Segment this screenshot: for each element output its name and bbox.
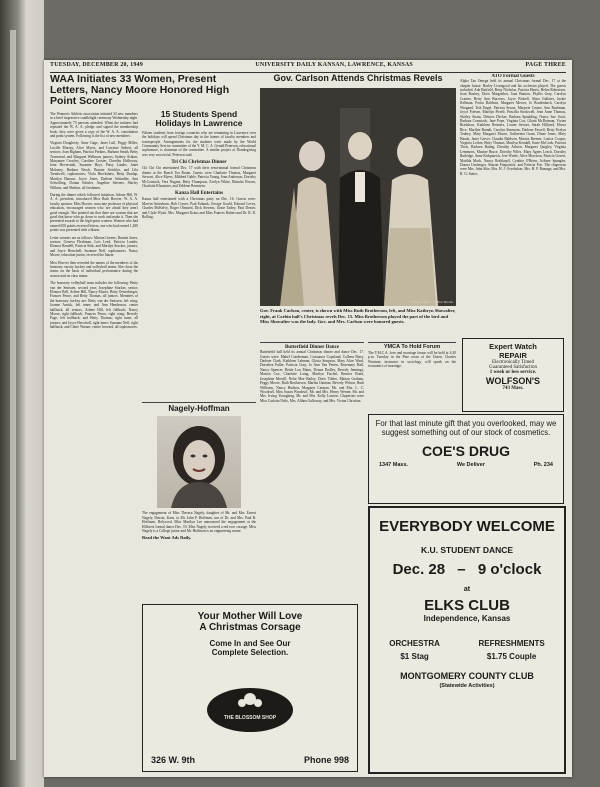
elks-statewide: (Statewide Activities) [439, 683, 495, 689]
scanner-edge-highlight [10, 30, 16, 760]
coes-phone: Ph. 234 [533, 462, 553, 468]
coes-drug-ad [368, 414, 564, 504]
blossom-logo-icon [205, 685, 295, 735]
kanza-subhead: Kanza Hall Entertains [174, 191, 224, 197]
wolfsons-line-4: Guaranteed Satisfaction [489, 365, 537, 370]
masthead [50, 62, 566, 73]
blossom-line-4: Complete Selection. [211, 648, 289, 657]
masthead-paper: UNIVERSITY DAILY KANSAN, LAWRENCE, KANSAS [255, 62, 413, 68]
ato-column [460, 74, 566, 336]
elks-venue: ELKS CLUB [424, 597, 510, 614]
elks-at: at [463, 586, 471, 593]
holidays-headline: 15 Students Spend Holidays In Lawrence [155, 110, 243, 128]
elks-title: EVERYBODY WELCOME [379, 518, 555, 535]
butterfield-headline: Butterfield Dinner Dance [284, 345, 340, 350]
waa-headline: WAA Initiates 33 Women, Present Letters, Nancy Moore Honored High Point Scorer [50, 74, 230, 107]
butterfield-body: Battenfeld hall held its annual Christmas dinner and dance Dec. 17. Guests were: Mabel Conderman, Constance Copeland, Colleen Biery, Darlene Clark, Kathleen Lehman, Gloria Simpson, Mary Alice Ward, Dorothea Fuller, Patricia Gray, Jo Ann Van Petten, Rosemary Hall, Nancy Spencer, Bettie Lou Mann, Donna Dodley, Beverly Jennings, Marion Cox, Charlotte Laing, Marilyn Fischel, Bernice Bond, Josephine Merrill, Nelia Mae Bailey, Doris Tilden, Marian Graham, Peggy Moore, Ruth Brotherson, Martha Oatman, Beverly Wilson, Ruth Williams, Nancy Hudson, Margaret Carman. Mr. and Mrs. L. C. Woodruff, Miss Susan Woodruff, Mr. and Mrs. Henry Werner, Mr. and Mrs. Irving Youngberg, Mr. and Mrs. Kelly Lawton. Chaperons were Miss Carlotta Nelis, Mrs. Althea Galloway, and Mrs. Vivian Christian. [260, 350, 364, 403]
coes-footer [369, 459, 563, 468]
holidays-column [142, 110, 256, 400]
coes-tagline: For that last minute gift that you overlooked, may we suggest something out of our stock of cosmetics. [375, 419, 557, 437]
waa-body-2: Virginia Dougherty, Anne Gage, Janet Lull, Peggy Miller, Lucille Murray, Alice Myers, and Lorraine Seibert, all seniors; Joan Bigham, Patricia Perkins, Barbara Smith, Betty Townsend, and Margaret Wellman, juniors; Sydney Ashton, Maryanne Crowley, Caroline Crosier, Dorothy Holloway, Jean Hoverstadt, Suzanne Hoyt, Patsy Landis, Janet Maloney, Barbara Nesch, Bonnie Strickler, and Lila Treadwell, sophomores; Viola Brockshaw, Betty Dunlap, Marilyn Hanson, Joyce Jones, Darlene Schindler, Ann Schwilling, Donna Schuler, Angeline Stevens, Shirley Wilkins, and Shelton, all freshmen. [50, 141, 138, 190]
governor-headline: Gov. Carlson Attends Christmas Revels [273, 74, 443, 83]
waa-headline-block [50, 74, 256, 108]
waa-body-3: During the dinner which followed initiation, Arlene Hill, W. A. A. president, introduced Miss Ruth Hoover, W. A. A. faculty sponsor. Miss Hoover, associate professor of physical education, encouraged women who 'are afraid they aren't good enough.' She pointed out that there are women that are good that know who go down to work and make it. Then she presented awards to the high-point women. Women who had earned 650 points received letters, one who had earned 1,200 points was presented with a blazer. [50, 192, 138, 233]
nagely-portrait [157, 416, 241, 508]
nagely-body: The engagement of Miss Theresa Nagely, daughter of Mr. and Mrs. Ernest Nagely, Detroit, Kans. to Mr. John P. Hoffman, son of Dr. and Mrs. Paul B. Hoffman, Holyrood. Miss Marilyn Lee announced the engagement at the Hillcrest formal dance Dec. 10. Miss Nagely received a red rose corsage. Miss Nagely is a College junior and Mr. Hoffman is an engineering senior. [142, 511, 256, 534]
nagely-headline: Nagely-Hoffman [168, 404, 230, 413]
ymca-block [368, 342, 456, 412]
elks-time: 9 o'clock [477, 561, 542, 578]
elks-orchestra: ORCHESTRA [389, 639, 440, 648]
waa-body-6: The honorary volleyball team includes the following: Betty van der Smissen, second year; Josephine Stucker, senior; Eleanor Bell, Arlene Hill, Nancy Moore, Betty Oesterberger, Frances Pence, and Betty Thomas, all juniors. Members of the honorary hockey are: Betty van der Smissen, left wing; Joanne Amick, left inner; and Ann Henderson, center halfback, all seniors. Arlene Hill, left fullback; Nancy Moore, right fullback; Frances Pence, right wing; Beverly Page, left halfback; and Betty Thomas, right inner, all juniors; and Joyce Herschell, right inner; Suzanne Neff, right halfback; and Claire Warner, center forward, all sophomores. [50, 281, 138, 330]
photo-credit: Kansan photo by Bob Biersh [412, 300, 453, 304]
want-ads-line: Read the Want Ads Daily. [142, 535, 192, 541]
wolfsons-line-1: Expert Watch [489, 342, 537, 351]
wolfsons-line-3: Electronically Timed [491, 360, 535, 365]
blossom-line-1: Your Mother Will Love [197, 611, 303, 622]
masthead-date: TUESDAY, DECEMBER 20, 1949 [50, 62, 143, 68]
elks-club-ad [368, 506, 566, 774]
masthead-page: PAGE THREE [525, 62, 566, 68]
kanza-body: Kanza hall entertained with a Christmas party on Dec. 16. Guests were: Marvin Artterburn, Bob Craver, Paul Eubank, George Gould, Edward Levey, Charles McKelvy, Roger Olmsted, Dick Stevens, Ozzie Tarley, Paul Dexter, and Clyde Wyatt. Mrs. Margaret Kraus and Miss Frances Rubert and Dr. R. D. Rolling. [142, 197, 256, 219]
nagely-block [142, 402, 256, 602]
elks-date: Dec. 28 [392, 561, 446, 578]
holidays-body: Fifteen students from foreign countries who are remaining in Lawrence over the holidays will spend Christmas day in the homes of faculty members and townspeople. Arrangements for the students were made by the World Community Service committee of the Y. M. C. A. Gerald Peterson, educational sophomore, is chairman of the committee. A similar project at Thanksgiving was very successful, Peterson said. [142, 130, 256, 157]
wolfsons-ad [462, 338, 564, 412]
waa-body-4: Letter winners are as follows: Marion Greene, Dunnie Jones, seniors; Geneva Fleshman, Lois Leed, Patricia Lander, Eleanor Rendell, Patricia Sink, and Marilyn Stucker, juniors; and Joyce Herschell, Suzanne Neff, sophomores. Nancy Moore, education junior, received the blazer. [50, 235, 138, 258]
coes-deliver: We Deliver [456, 462, 485, 468]
wolfsons-line-2: REPAIR [499, 351, 527, 360]
elks-club-name: MONTGOMERY COUNTY CLUB [400, 671, 534, 681]
wolfsons-address: 743 Mass. [502, 386, 524, 391]
newspaper-page [44, 60, 572, 777]
wolfsons-name: WOLFSON'S [485, 376, 541, 386]
blossom-logo [205, 685, 295, 735]
elks-date-time [370, 561, 564, 578]
waa-column-1 [50, 112, 138, 772]
blossom-logo-text: THE BLOSSOM SHOP [223, 715, 277, 721]
revels-photo-icon [260, 88, 456, 306]
wolfsons-line-5: 1 week or less service. [489, 370, 537, 375]
ato-body: Alpha Tau Omega held its annual Christmas formal Dec. 17 at the chapter house. Harley Livengood and his orchestra played. The guests included: Ada Hatfield, Betty Nicholas, Patricia Harris, Helen Robertson, Joan Bushey, Doris Margrether, Joan Bunton, Phyllis Gray, Carolyn Cramer, Betty Ann Burrows, Joyce Bickell, Alma Gulloter, Jackie Kellman. Portia Baldwin, Margaret Mercer, Jo Brodenbach, Carolyn Wiegand, Tish Engel, Patricia Sexon, Marjorie Crume, Ann Bushman, Joyce Friesen, Marilyn Pirrell, Priscilla Stockwell, Jean Anne Thomas, Shirley Strain, Delores Decker. Barbara Spaulding, Nancy Sue Scott, Barbara Comstock, Jane Pope, Virginia Cox, Gloria McDorman, Vivian Bradshaw, Kathleen Reimers, Louise Sewart, Sarah Hillyard, Elinor Rice, Marilyn Brandt, Carolyn Simmons, Darlene Fassell, Betty Evelyn Toubey, Mary Margaret Moore, Gulbreena Grant, Diane Jones, Mary Hands, Janet Carver. Claudia Baldwin, Marion Bremer, Louise Cooper, Virginia Lofton, Betty Thomas, Marilyn Kendall, Susie McCook, Patricia Theis, Barbara Baling, Dorothy Ashton, Margaret Quigley, Virginia Lemmons, Maxine Bruce, Dorothy Wiles. Mary Agnes Leach, Dorothy Rutledge, Anne Kirkpatrick, Jere Wrede, Alice Morrison, Patricia Gower, Matilda Mack, Nancy Rothkopff, Cynthia O'Brien, JoAnne Spangler, Donna Unsberger, Sharon Fitzpatrick, and Patricia Poe. The chaperons were Mrs. John Skie, Mrs. H. J. Overholser, Mrs. H. P. Ramage, and Mrs. R. G. Sutter. [460, 79, 566, 176]
butterfield-column [260, 342, 364, 600]
elks-pricing [370, 639, 564, 661]
waa-body-1: The Women's Athletic association initiated 33 new members in a brief impressive candlelight ceremony Wednesday night. Approximately 75 persons attended. When the initiates had repeated the W. A. A. pledge and signed the membership book, they were given a copy of the W. A. A. constitution and point system. Following is the list of new members: [50, 112, 138, 139]
coes-name: COE'S DRUG [421, 443, 511, 459]
blossom-line-3: Come In and See Our [209, 639, 291, 648]
portrait-icon [157, 416, 241, 508]
ato-headline: ATO Formal Guests [491, 74, 535, 79]
coes-address: 1347 Mass. [379, 462, 409, 468]
governor-headline-block [260, 74, 456, 88]
elks-subtitle: K.U. STUDENT DANCE [420, 545, 514, 555]
tri-chi-body: Chi Chi Chi entertained Dec. 17 with their semi-annual formal Christmas dinner at the Ranch Tea Room. Guests were Charlotte Thomas, Margaret Stewart, Alice Myers, Mildred Gable, Patricia Young, Jean Anderson, Dorothy McCormick, Vera Nugent, Betty Thompson, Evelyn White, Blanche Brown, Charlotte Klassmier, and Zeldene Bernstein. [142, 166, 256, 188]
tri-chi-subhead: Tri Chi Christmas Dinner [171, 160, 227, 166]
blossom-line-2: A Christmas Corsage [199, 622, 301, 633]
scanner-edge [0, 0, 44, 787]
blossom-shop-ad [142, 604, 358, 772]
waa-body-5: Miss Hoover then revealed the names of the members of the honorary varsity hockey and volleyball teams. She chose the teams on the basis of individual performance during the season and on class teams. [50, 260, 138, 278]
elks-refreshments: REFRESHMENTS [478, 639, 545, 648]
elks-dash: – [457, 561, 466, 578]
governor-caption: Gov. Frank Carlson, center, is shown with Miss Ruth Brotherson, left, and Miss Kathryn Showalter, right, at Corbin hall's Christmas revels Dec. 15. Miss Brotherson played the part of the lord and Miss Showalter was the lady. Gov. and Mrs. Carlson were honored guests. [260, 308, 456, 325]
blossom-address: 326 W. 9th [151, 755, 196, 765]
elks-city: Independence, Kansas [423, 614, 511, 623]
elks-stag: $1 Stag [400, 652, 429, 661]
elks-couple: $1.75 Couple [486, 652, 537, 661]
ymca-headline: YMCA To Hold Forum [383, 344, 441, 350]
governor-photo [260, 88, 456, 306]
ymca-body: The Y.M.C.A. love and marriage forum will be held at 4:30 p.m. Tuesday in the Pine room of the Union. Charles Warriner, instructor in sociology, will speak on the economics of marriage. [368, 350, 456, 368]
blossom-phone: Phone 998 [303, 755, 349, 765]
